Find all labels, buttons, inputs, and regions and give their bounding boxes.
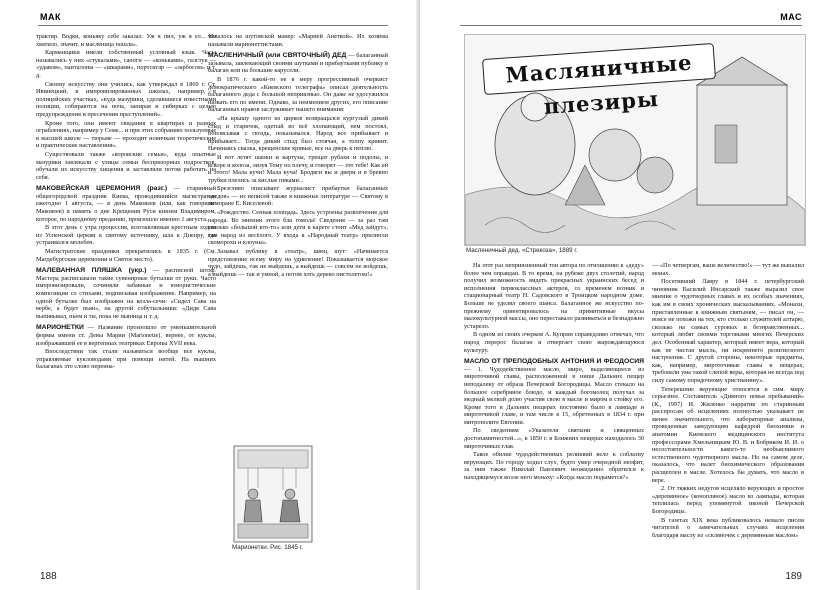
maslenichny-ded-illustration xyxy=(464,34,806,246)
paragraph: чивалось на шутовской манер: «Марией Анеткой». Их хозяева называли марионеттистами. xyxy=(208,33,388,48)
entry-text: — старинный общегородской праздник Киева, проводившийся магистратом ежегодно 1 августа, — в день Маковеев (или, как говорили: Маковеев) в память о дне Крещения Руси князем Владимиром, которое, по народному преданию, произошло именно 1 августа. xyxy=(36,185,216,223)
entry-heading: МАСЛЕНИЧНЫЙ (или СВЯТОЧНЫЙ) ДЕД xyxy=(208,52,347,60)
paragraph: На этот раз неприязненный тон автора по отношению к «деду» более чем оправдан. В то время, на рубеже двух столетий, народ получил возможность видеть прекрасных украинских бесед и исполнения первоклассных актеров, со временем возник и стационарный театр Н. Садовского в Троицком народном доме. Больше не уделял своего шанса. Балаганное же искусство по-прежнему ориентировалось на примитивные вкусы малокультурной массы, оно переставало развиваться и безнадежно устарело. xyxy=(464,262,645,330)
paragraph: 2. От тяжких недугов исцеляло верующих и простое «деревянное» (конопляное) масло из лампады, которая теплилась перед упомянутой иконой Печерской Богородицы. xyxy=(652,485,804,515)
paragraph: И вот летят шапки и картузы, трещат рубахи и подолы, и вскоре и колоза, лизуя Тому по плечу, и говорят — это тебе! Как ей и этого! Мала кучи! Мала куча! Бродяги вы и двери и в бревно трубки плелись за кислые пиками... xyxy=(208,153,388,184)
paragraph: Посетивший Лавру в 1844 г. петербургский чиновник Василий Инсарский также выразил свое мнение о чудотворных главах и их особых значениях, как им в своих хронических высказываниях. «Монахи, приставленные к книжным святыням, — писал он, — вовсе не похожи на тех, кто столько служителей алтарю, сколько на самых суровых и безнравственных... который любят своими торговыми многих Печерских дел. Особенный характер, который имеет вера, который как не чистая мысль, ни искреннего религиозного настроения. С другой стороны, некоторые предметы, как, например, мироточивые главы в пещерах, требовали ума такой слепой веры, которая не всегда под силу самому порядочному христианину». xyxy=(652,278,804,384)
entry-text: — 1. Чудодейственное масло, миро, выделяющееся из мироточивой главы, расположенной в нише Дальних пещер неподалеку от образа Печерской Богородицы. Масло стекало на большое серебряное блюдо, и каждый богомолец получал за медный мелкой долю участия свою в масле и миром в стойку его. Кроме того в Дальних пещерах постоянно было в лампаде и мироточивой главе, и там числе в 15, обретенных в 1834 г. при митрополите Евгении. xyxy=(464,365,644,426)
figure-caption: Марионетки. Рис. 1845 г. xyxy=(232,544,303,551)
left-column-2 xyxy=(208,33,388,279)
paragraph: «Рождество. Сенная площадь. Здесь устроены развлечения для народа. Во мнении этого бла гомола! Сведения — за раз там сколько «большой кто-то» или дети в карете стоит «Мед зайдут», там народ из весёлого. У входа в «Народный театр» прилипли скоморохи и клоуны». xyxy=(208,209,388,247)
entry-text: — балаганный зазывала, завлекающий своими шутками и прибаутками публику в балаган или на большие карусели. xyxy=(208,52,388,75)
marionette-illustration xyxy=(228,440,318,552)
page-number-right: 189 xyxy=(785,571,802,582)
paragraph: В газетах XIX века публиковалось немало писем читателей о замечательных случаях исцеления благодаря маслу из «скляночек с деревянным маслом» xyxy=(652,516,804,539)
paragraph: «На крышу одного из цирков возвращался кургузый дикий стыд и старичок, одетый во всё хлопающий, нем постоял, поплясывая с гвоздь, показывался. Народ все прибывает и прибывает... Тогда дикий стыд был стоячая, а толпу кривит. Начинаясь свалка, крещенские кривые, все на дверь к пеплю. xyxy=(208,114,388,153)
entry-text: — расписной штоф. Мастера расписывали такие сувенирные бутылки от руки. Часто импровизировали, сочиняли забавные и юмористические композиции со стихами, подписывая изображение. Например, на одной бутылке был изображен на козла-сечи: «Сидел Сава на вербе, а будет пьян», на другой собутыльники: «Дидя Сава выпивывал, пьем и ты, пока не пьяница и т. д. xyxy=(36,267,217,320)
paragraph: Теперешние верующие относятся к сим. миру серьезнее. Составитель «Дивного новья пребываний» (К., 1997) И. Жиленко нарратив по старинным расспросам об исцелениях полностью указывает не менее значительного, что лабораторные анализы, проведенные заведующим кафедрой биохимии и анатомии Киевского медицинского института профессорами Хмельницким Ю. В. и Бобриком И. И. о несостоятельности какого-то необъяснимого естественного чудотворного масла. Но на самом деле, оказалось, что налет биохимического образования расщеплен в масле. Хотелось бы думать, что масло в вере. xyxy=(652,385,804,484)
figure-caption: Масленичный дед. «Стрекоза», 1889 г. xyxy=(466,247,578,254)
entry-heading: МАСЛО ОТ ПРЕПОДОБНЫХ АНТОНИЯ И ФЕОДОСИЯ xyxy=(464,358,644,366)
right-column-2 xyxy=(652,262,804,540)
entry-maslo xyxy=(464,358,644,426)
right-column-1 xyxy=(464,262,644,483)
header-rule xyxy=(460,25,802,26)
entry-heading: МАКОВЕЙСКАЯ ЦЕРЕМОНИЯ (разг.) xyxy=(36,185,168,193)
paragraph: Зазывал публику в «театр», швец шут: «Начинается представление всему миру на удивление! Показывается морское чудо, зайдешь, так не выйдешь, а выйдешь — совсем не войдешь, а выйдешь — так и умной, а потом хоть дерево пистолетом!» xyxy=(208,248,388,278)
paragraph: Карманщики имели собственный условный язык. Часы назывались у них «стукалами», сапоги — «коньками», галстук — «удавом», панталоны — «шкарами», портсигар — «зарбосом» и т. д. xyxy=(36,49,216,79)
paragraph: трактир. Водки, коньяку себе заказал. Уж я пил, уж я ел... Не хватило, значит, и масленица пошла». xyxy=(36,33,216,48)
entry-maslenichny-ded xyxy=(208,52,388,75)
paragraph: Магистратские праздники прекратились в 1835 г. (См. Магдебургские церемонии и Святое место). xyxy=(36,248,216,263)
paragraph: Такое обилие чудодейственных реликвий вело к соблазну верующих. По городу ходил слух, будто умер очередной неофит, за ним также Николай Павлович неожиданно обратился к находящемуся возле него монаху: «Когда масло подымется?» xyxy=(464,451,644,482)
paragraph: Кроме того, они имеют свидания в квартирах и разных ограблениях, например у Семе... и при этих собраниях пользуемые в высшей школе — тюрьме — проходит новичкам теоретические и практические наставления». xyxy=(36,119,217,150)
header-rule xyxy=(38,25,388,26)
paragraph: В одном из своих очерков А. Куприн справедливо отмечал, что народ перерос балаган и отвергает свою вырождающуюся культуру. xyxy=(464,331,644,354)
paragraph: По сведениям «Указателя святыни и священных достопамятностей...», в 1850 г. в Ближних пещерах находилось 30 мироточивых глав. xyxy=(464,427,644,450)
entry-text: — Название произошло от уменьшительной формы имени ст. Девы Марии (Marionette), вернее, от куклы, изображавшей ее в вертепных театриках Европы XVII века. xyxy=(36,324,216,347)
paragraph: Впоследствии так стали называться вообще все куклы, управляемые кукловодами при помощи нитей. На вышних балаганах это слово переина- xyxy=(36,348,216,371)
paragraph: Существовали также «воровские семьи», куда опытные мазурики завлекали с улицы семьи беспризорных подростков, обучали их искусству хищения и заставляли потом работать на себя. xyxy=(36,150,216,181)
entry-makoveyskaya xyxy=(36,185,216,223)
banner-title: Масляничные плезиры xyxy=(504,49,694,119)
entry-heading: МАРИОНЕТКИ xyxy=(36,324,84,332)
running-head-right: МАС xyxy=(780,12,802,22)
paragraph: Брезгливо описывает журналист прибаутки балаганных «дедов» — из неписей также в книжные литературе — Святому в меморане Е. Киселевой: xyxy=(208,185,388,208)
paragraph: В этот день с утра процессия, возглавляемая крестным ходом из Успенской церкви к святому источнику, шла к Днепру, где устраивался молебен. xyxy=(36,224,216,247)
entry-marionetki xyxy=(36,324,216,347)
entry-malevannaya xyxy=(36,267,216,320)
left-column-1 xyxy=(36,33,216,372)
paragraph: В 1876 г. какой-то не в меру прогрессивный очеркист демократического «Киевского телеграфа» описал деятельность балаганного деда с большой неприязнью. Он даже не удосужился назвать его по имени. Однако, за неимением других, его описание балаганных нравов заслуживает нашего внимания: xyxy=(208,75,388,114)
paragraph: — «По четвергам, ваше величество!» — тут же выпалил монах. xyxy=(652,262,804,277)
right-page xyxy=(420,0,840,590)
marionette-drawing xyxy=(228,440,318,552)
paragraph: Своему искусству они учились, как утверждал в 1869 г. Ст. Ивинецкий, в импровизированных школах, например, в полицейских участках, «куда мазурики, сделавшиеся известными полиции, собираются на ночь, запирая в сибирках с целью предупреждения и пресечения преступлений». xyxy=(36,80,216,118)
running-head-left: МАК xyxy=(40,12,61,22)
page-number-left: 188 xyxy=(40,571,57,582)
entry-heading: МАЛЕВАННАЯ ПЛЯШКА (укр.) xyxy=(36,267,147,275)
